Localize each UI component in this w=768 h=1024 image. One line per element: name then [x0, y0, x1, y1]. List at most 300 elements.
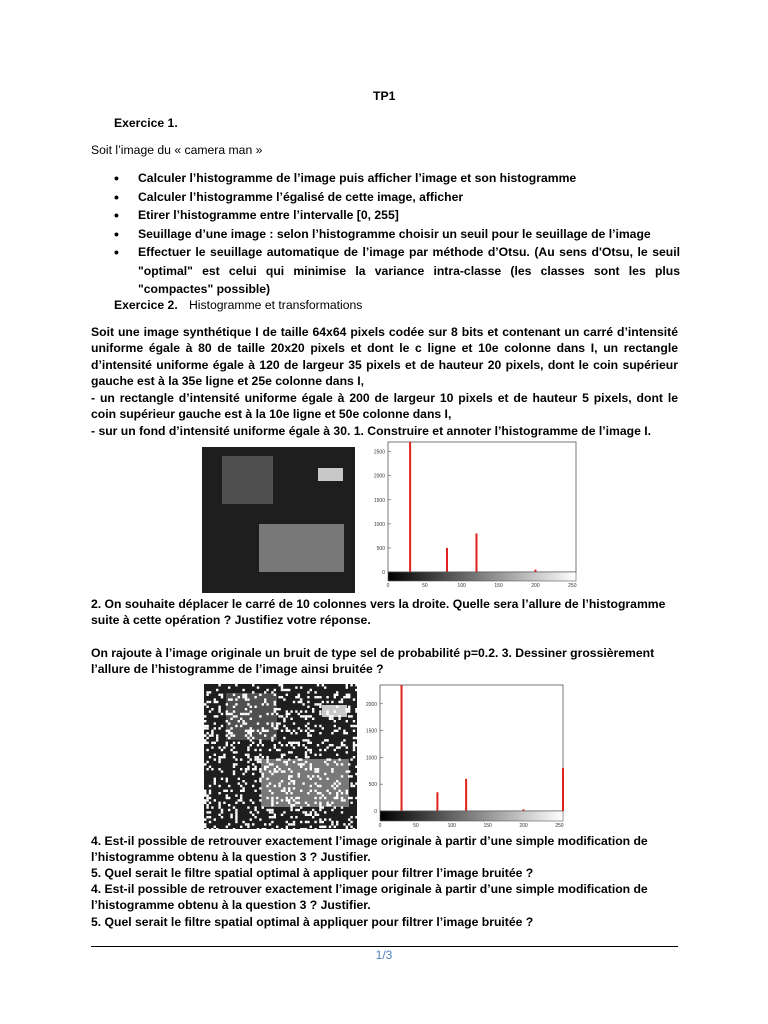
noise-pixel	[324, 761, 326, 763]
y-tick-label: 0	[374, 809, 377, 815]
noise-pixel	[314, 828, 316, 829]
noise-pixel	[293, 701, 295, 703]
noise-pixel	[353, 737, 355, 739]
plot-frame	[380, 685, 563, 811]
noise-pixel	[334, 761, 336, 763]
noise-pixel	[317, 814, 319, 816]
noise-pixel	[312, 816, 314, 818]
noise-pixel	[269, 811, 271, 813]
noise-pixel	[355, 689, 357, 691]
y-tick-label: 2500	[373, 449, 385, 456]
noise-pixel	[242, 787, 244, 789]
noise-pixel	[288, 802, 290, 804]
noise-pixel	[266, 778, 268, 780]
noise-pixel	[302, 744, 304, 746]
noise-pixel	[228, 698, 230, 700]
noise-pixel	[250, 739, 252, 741]
noise-pixel	[269, 809, 271, 811]
histogram-bar	[401, 685, 403, 811]
noise-pixel	[295, 809, 297, 811]
noise-pixel	[329, 758, 331, 760]
noise-pixel	[307, 739, 309, 741]
noise-pixel	[307, 734, 309, 736]
noise-pixel	[326, 802, 328, 804]
noise-pixel	[206, 706, 208, 708]
noise-pixel	[266, 761, 268, 763]
noise-pixel	[209, 821, 211, 823]
noise-pixel	[247, 737, 249, 739]
noise-pixel	[238, 778, 240, 780]
noise-pixel	[240, 794, 242, 796]
noise-pixel	[348, 708, 350, 710]
noise-pixel	[204, 742, 206, 744]
histogram-chart-2	[360, 683, 570, 833]
noise-pixel	[310, 811, 312, 813]
noise-pixel	[259, 732, 261, 734]
noise-pixel	[276, 758, 278, 760]
noise-pixel	[281, 744, 283, 746]
noise-pixel	[346, 770, 348, 772]
noise-pixel	[266, 722, 268, 724]
x-tick-label: 100	[457, 583, 466, 589]
noise-pixel	[259, 694, 261, 696]
noise-pixel	[293, 804, 295, 806]
noise-pixel	[233, 706, 235, 708]
noise-pixel	[242, 694, 244, 696]
noise-pixel	[233, 766, 235, 768]
noise-pixel	[290, 797, 292, 799]
noise-pixel	[305, 802, 307, 804]
noise-pixel	[334, 730, 336, 732]
noise-pixel	[274, 710, 276, 712]
noise-pixel	[242, 780, 244, 782]
task-item: • Seuillage d’une image : selon l’histogramme choisir un seuil pour le seuillage de l’image	[110, 225, 680, 244]
noise-pixel	[221, 809, 223, 811]
noise-pixel	[305, 739, 307, 741]
noise-pixel	[247, 756, 249, 758]
noise-pixel	[319, 710, 321, 712]
noise-pixel	[262, 703, 264, 705]
noise-pixel	[322, 701, 324, 703]
noise-pixel	[230, 732, 232, 734]
noise-pixel	[283, 698, 285, 700]
noise-pixel	[324, 773, 326, 775]
noise-pixel	[226, 797, 228, 799]
noise-pixel	[221, 811, 223, 813]
noise-pixel	[322, 684, 324, 686]
noise-pixel	[322, 794, 324, 796]
noise-pixel	[319, 809, 321, 811]
noise-pixel	[319, 713, 321, 715]
noise-pixel	[288, 689, 290, 691]
noise-pixel	[305, 756, 307, 758]
noise-pixel	[324, 818, 326, 820]
noise-pixel	[286, 792, 288, 794]
noise-pixel	[274, 814, 276, 816]
noise-pixel	[235, 725, 237, 727]
task-item: • Calculer l’histogramme de l’image puis afficher l’image et son histogramme	[110, 169, 680, 188]
noise-pixel	[206, 701, 208, 703]
noise-pixel	[233, 756, 235, 758]
noise-pixel	[262, 775, 264, 777]
noise-pixel	[331, 768, 333, 770]
noise-pixel	[233, 710, 235, 712]
noise-pixel	[346, 790, 348, 792]
noise-pixel	[324, 686, 326, 688]
noise-pixel	[283, 770, 285, 772]
noise-pixel	[269, 749, 271, 751]
noise-pixel	[218, 708, 220, 710]
noise-pixel	[283, 790, 285, 792]
noise-pixel	[252, 768, 254, 770]
noise-pixel	[274, 727, 276, 729]
noise-pixel	[252, 823, 254, 825]
noise-pixel	[334, 782, 336, 784]
noise-pixel	[302, 782, 304, 784]
noise-pixel	[204, 823, 206, 825]
noise-pixel	[295, 710, 297, 712]
noise-pixel	[295, 816, 297, 818]
x-tick-label: 250	[568, 583, 577, 589]
question-4-line-2: l’histogramme obtenu à la question 3 ? Justifier.	[91, 850, 371, 864]
noise-pixel	[226, 826, 228, 828]
histogram-bar	[409, 442, 411, 572]
noise-pixel	[238, 720, 240, 722]
noise-pixel	[355, 737, 357, 739]
noise-pixel	[314, 811, 316, 813]
noise-pixel	[228, 732, 230, 734]
noise-pixel	[288, 778, 290, 780]
noise-pixel	[266, 703, 268, 705]
noise-pixel	[348, 763, 350, 765]
noise-pixel	[233, 742, 235, 744]
noise-pixel	[242, 722, 244, 724]
noise-pixel	[290, 775, 292, 777]
noise-pixel	[319, 785, 321, 787]
noise-pixel	[259, 794, 261, 796]
x-tick-label: 250	[555, 823, 564, 829]
question-4-repeat-line-1: 4. Est-il possible de retrouver exactement l’image originale à partir d’une simple modification de	[91, 882, 648, 896]
noise-pixel	[206, 806, 208, 808]
noise-pixel	[317, 770, 319, 772]
noise-pixel	[300, 806, 302, 808]
noise-pixel	[355, 773, 357, 775]
x-tick-label: 0	[386, 583, 390, 589]
noise-pixel	[334, 749, 336, 751]
noise-pixel	[350, 785, 352, 787]
noise-pixel	[218, 710, 220, 712]
noise-pixel	[290, 718, 292, 720]
noise-pixel	[314, 703, 316, 705]
noise-pixel	[319, 792, 321, 794]
grayscale-colorbar	[388, 572, 576, 581]
noise-pixel	[346, 708, 348, 710]
noise-pixel	[247, 766, 249, 768]
noise-pixel	[271, 811, 273, 813]
noise-pixel	[230, 727, 232, 729]
noise-pixel	[240, 713, 242, 715]
noise-pixel	[317, 696, 319, 698]
noise-pixel	[281, 686, 283, 688]
noise-pixel	[307, 701, 309, 703]
noise-pixel	[336, 691, 338, 693]
noise-pixel	[290, 710, 292, 712]
noise-pixel	[242, 773, 244, 775]
noise-pixel	[288, 768, 290, 770]
noise-pixel	[286, 710, 288, 712]
noise-pixel	[247, 746, 249, 748]
noise-pixel	[350, 684, 352, 686]
noise-pixel	[266, 730, 268, 732]
noise-pixel	[233, 773, 235, 775]
noise-pixel	[346, 684, 348, 686]
noise-pixel	[283, 718, 285, 720]
noise-pixel	[317, 703, 319, 705]
noise-pixel	[326, 763, 328, 765]
noise-pixel	[209, 790, 211, 792]
noise-pixel	[288, 713, 290, 715]
noise-pixel	[271, 828, 273, 829]
noise-pixel	[226, 703, 228, 705]
noise-pixel	[298, 775, 300, 777]
noise-pixel	[300, 821, 302, 823]
noise-question-line-1: On rajoute à l’image originale un bruit de type sel de probabilité p=0.2. 3. Dessiner grossièrement	[91, 646, 655, 660]
noise-pixel	[326, 790, 328, 792]
noise-pixel	[233, 763, 235, 765]
noise-pixel	[206, 797, 208, 799]
noise-pixel	[338, 718, 340, 720]
noise-pixel	[334, 806, 336, 808]
noise-pixel	[259, 799, 261, 801]
noise-pixel	[276, 797, 278, 799]
histogram-bar	[475, 533, 477, 572]
noise-pixel	[276, 749, 278, 751]
noise-pixel	[319, 749, 321, 751]
noise-pixel	[228, 785, 230, 787]
noise-pixel	[307, 814, 309, 816]
noise-pixel	[240, 790, 242, 792]
noise-pixel	[346, 826, 348, 828]
noise-pixel	[329, 718, 331, 720]
noise-pixel	[290, 732, 292, 734]
noise-pixel	[240, 768, 242, 770]
noise-pixel	[326, 746, 328, 748]
noise-pixel	[302, 828, 304, 829]
noise-pixel	[247, 749, 249, 751]
noise-pixel	[334, 797, 336, 799]
noise-pixel	[314, 790, 316, 792]
noise-pixel	[252, 773, 254, 775]
noise-pixel	[300, 758, 302, 760]
noise-pixel	[221, 778, 223, 780]
noise-pixel	[286, 821, 288, 823]
noise-pixel	[283, 761, 285, 763]
noise-pixel	[293, 782, 295, 784]
noise-pixel	[283, 725, 285, 727]
noise-pixel	[257, 811, 259, 813]
noise-pixel	[242, 720, 244, 722]
noise-pixel	[286, 689, 288, 691]
noise-pixel	[245, 708, 247, 710]
noise-pixel	[310, 790, 312, 792]
noise-pixel	[286, 744, 288, 746]
noise-pixel	[298, 773, 300, 775]
exercise2-paragraph-2: - un rectangle d’intensité uniforme égale à 200 de largeur 10 pixels et de hauteur 5 pixels, dont le coin supérieur gauche est à la 10e ligne et 50e colonne dans I,	[91, 391, 678, 422]
question-5-repeat: 5. Quel serait le filtre spatial optimal à appliquer pour filtrer l’image bruitée ?	[91, 915, 534, 929]
noise-pixel	[235, 763, 237, 765]
noise-pixel	[228, 809, 230, 811]
noise-pixel	[245, 696, 247, 698]
noise-pixel	[204, 792, 206, 794]
noise-pixel	[331, 744, 333, 746]
noise-pixel	[209, 792, 211, 794]
noise-pixel	[281, 790, 283, 792]
exercise2-paragraph-3: - sur un fond d’intensité uniforme égale à 30. 1. Construire et annoter l’histogramme de l’image I.	[91, 424, 652, 438]
x-tick-label: 150	[483, 823, 492, 829]
noise-pixel	[271, 802, 273, 804]
noise-pixel	[290, 792, 292, 794]
noise-pixel	[281, 770, 283, 772]
noise-pixel	[350, 715, 352, 717]
noise-pixel	[346, 792, 348, 794]
noise-pixel	[324, 749, 326, 751]
noise-pixel	[274, 694, 276, 696]
noise-pixel	[216, 715, 218, 717]
exercise1-intro: Soit l’image du « camera man »	[91, 143, 263, 157]
noise-pixel	[341, 742, 343, 744]
noise-pixel	[346, 720, 348, 722]
noise-pixel	[326, 696, 328, 698]
noise-pixel	[310, 763, 312, 765]
noise-pixel	[286, 730, 288, 732]
noise-pixel	[307, 742, 309, 744]
noise-pixel	[252, 684, 254, 686]
noise-pixel	[305, 814, 307, 816]
noise-pixel	[269, 823, 271, 825]
page-title: TP1	[373, 89, 396, 103]
noise-pixel	[221, 756, 223, 758]
noise-pixel	[240, 785, 242, 787]
noise-pixel	[348, 706, 350, 708]
noise-pixel	[350, 802, 352, 804]
noise-pixel	[247, 823, 249, 825]
noise-pixel	[346, 828, 348, 829]
noise-pixel	[214, 722, 216, 724]
noise-pixel	[233, 715, 235, 717]
noise-pixel	[271, 804, 273, 806]
noise-pixel	[204, 763, 206, 765]
noise-pixel	[314, 768, 316, 770]
noise-pixel	[293, 730, 295, 732]
noise-pixel	[218, 802, 220, 804]
noise-pixel	[300, 686, 302, 688]
noise-pixel	[322, 821, 324, 823]
noise-pixel	[250, 799, 252, 801]
noise-pixel	[338, 782, 340, 784]
noise-pixel	[235, 814, 237, 816]
noise-pixel	[226, 710, 228, 712]
noise-pixel	[293, 742, 295, 744]
noise-pixel	[264, 734, 266, 736]
noise-pixel	[218, 761, 220, 763]
noise-pixel	[242, 713, 244, 715]
noise-pixel	[209, 701, 211, 703]
noise-pixel	[271, 722, 273, 724]
noise-pixel	[271, 809, 273, 811]
noise-pixel	[336, 797, 338, 799]
noise-pixel	[319, 818, 321, 820]
noise-pixel	[346, 751, 348, 753]
noise-pixel	[331, 821, 333, 823]
noise-pixel	[206, 768, 208, 770]
noise-pixel	[319, 696, 321, 698]
noise-pixel	[204, 739, 206, 741]
noise-pixel	[206, 694, 208, 696]
noise-pixel	[353, 742, 355, 744]
noise-pixel	[334, 725, 336, 727]
noise-pixel	[276, 727, 278, 729]
noise-pixel	[250, 811, 252, 813]
noise-pixel	[259, 749, 261, 751]
noise-pixel	[214, 778, 216, 780]
noise-pixel	[310, 814, 312, 816]
noise-pixel	[218, 756, 220, 758]
noise-pixel	[259, 770, 261, 772]
noise-pixel	[266, 797, 268, 799]
noise-pixel	[240, 799, 242, 801]
noise-pixel	[290, 809, 292, 811]
noise-pixel	[305, 730, 307, 732]
noise-pixel	[336, 823, 338, 825]
noise-pixel	[209, 816, 211, 818]
noise-pixel	[298, 696, 300, 698]
noise-pixel	[334, 826, 336, 828]
noise-pixel	[228, 823, 230, 825]
noise-pixel	[269, 816, 271, 818]
noise-pixel	[269, 770, 271, 772]
noise-pixel	[245, 713, 247, 715]
noise-pixel	[238, 696, 240, 698]
noise-pixel	[266, 689, 268, 691]
noise-pixel	[230, 749, 232, 751]
noise-pixel	[353, 746, 355, 748]
noise-pixel	[238, 799, 240, 801]
noise-pixel	[233, 734, 235, 736]
noise-pixel	[274, 708, 276, 710]
noise-pixel	[307, 706, 309, 708]
noise-pixel	[266, 758, 268, 760]
y-tick-label: 1000	[373, 521, 385, 528]
noise-pixel	[305, 768, 307, 770]
noise-pixel	[252, 763, 254, 765]
noise-pixel	[336, 763, 338, 765]
noise-pixel	[264, 828, 266, 829]
noise-pixel	[278, 742, 280, 744]
noise-pixel	[355, 708, 357, 710]
noise-pixel	[300, 763, 302, 765]
noise-pixel	[211, 828, 213, 829]
noise-pixel	[341, 775, 343, 777]
noise-pixel	[331, 802, 333, 804]
noise-pixel	[204, 703, 206, 705]
noise-pixel	[302, 703, 304, 705]
noise-pixel	[310, 766, 312, 768]
noise-pixel	[245, 768, 247, 770]
noise-pixel	[288, 787, 290, 789]
noise-pixel	[214, 701, 216, 703]
noise-pixel	[235, 758, 237, 760]
noise-pixel	[334, 787, 336, 789]
